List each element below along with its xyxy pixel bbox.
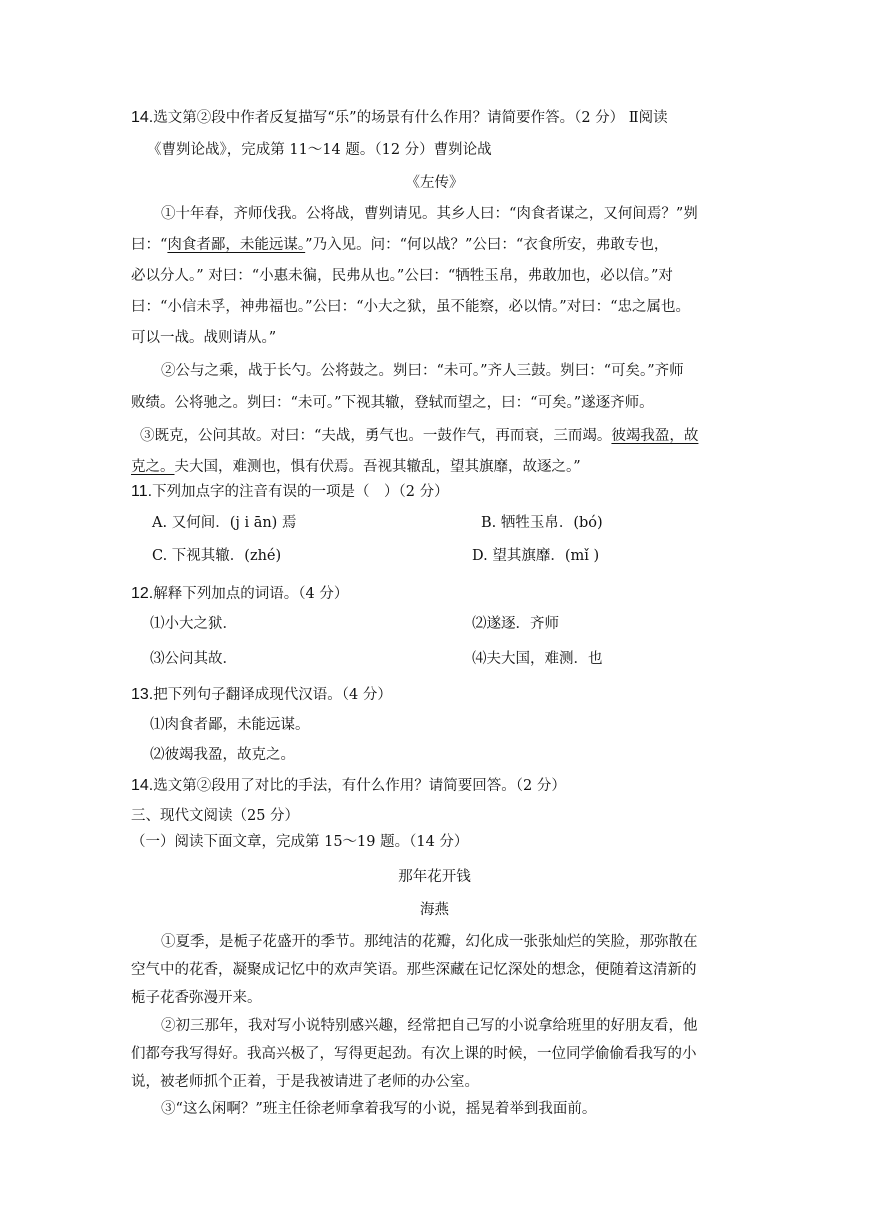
- item-1: ⑴小大之狱．: [150, 616, 237, 632]
- passage-line: [131, 235, 668, 255]
- text-span: 夫大国，难测也，惧有伏焉。吾视其辙乱，望其旗靡，故逐之。”: [174, 459, 581, 475]
- question-text: 解释下列加点的词语。（4 分）: [153, 586, 349, 602]
- passage-line: ①十年春，齐师伐我。公将战，曹刿请见。其乡人曰：“肉食者谋之，又何间焉？”刿: [161, 206, 698, 222]
- question-number: 11.: [131, 483, 153, 500]
- question-number: 12.: [131, 585, 154, 602]
- underlined-sentence: 肉食者鄙，未能远谋。: [167, 237, 306, 253]
- source-line: 《左传》: [405, 175, 464, 191]
- article-line: 空气中的花香，凝聚成记忆中的欢声笑语。那些深藏在记忆深处的想念，便随着这清新的: [131, 962, 697, 978]
- question-text: 选文第②段中作者反复描写“乐”的场景有什么作用？请简要作答。（2 分） Ⅱ阅读: [153, 110, 668, 126]
- question-12: [131, 584, 348, 604]
- question-13: [131, 685, 392, 705]
- section-heading: 三、现代文阅读（25 分）: [131, 808, 300, 824]
- article-line: ②初三那年，我对写小说特别感兴趣，经常把自己写的小说拿给班里的好朋友看，他: [161, 1018, 698, 1034]
- text-span: ”乃入见。问：“何以战？”公曰：“衣食所安，弗敢专也，: [305, 237, 669, 253]
- passage-line: 可以一战。战则请从。”: [131, 330, 277, 346]
- option-c: C. 下视其辙．(zhé): [152, 548, 282, 564]
- passage-line: 败绩。公将驰之。刿曰：“未可。”下视其辙，登轼而望之，曰：“可矣。”遂逐齐师。: [131, 395, 654, 411]
- option-b: B. 牺牲玉帛．(bó): [481, 515, 603, 531]
- question-number: 14.: [131, 777, 154, 794]
- underlined-sentence: 克之。: [131, 459, 175, 475]
- article-line: ①夏季，是栀子花盛开的季节。那纯洁的花瓣，幻化成一张张灿烂的笑脸，那弥散在: [161, 934, 698, 950]
- text-span: ③既克，公问其故。对曰：“夫战，勇气也。一鼓作气，再而衰，三而竭。: [140, 428, 612, 444]
- question-number: 13.: [131, 686, 154, 703]
- prev-question-14: [131, 108, 668, 128]
- article-line: ③“这么闲啊？”班主任徐老师拿着我写的小说，摇晃着举到我面前。: [161, 1101, 597, 1117]
- article-line: 栀子花香弥漫开来。: [131, 990, 262, 1006]
- question-text: 把下列句子翻译成现代汉语。（4 分）: [153, 687, 392, 703]
- item-2: ⑵遂逐．齐师: [472, 616, 559, 632]
- question-number: 14.: [131, 109, 154, 126]
- item-4: ⑷夫大国，难测．也: [472, 651, 603, 667]
- article-line: 说，被老师抓个正着，于是我被请进了老师的办公室。: [131, 1074, 479, 1090]
- article-author: 海燕: [420, 902, 449, 918]
- section-subheading: （一）阅读下面文章，完成第 15～19 题。（14 分）: [131, 834, 469, 850]
- option-a: A. 又何间．(j i ān) 焉: [152, 515, 297, 531]
- item-3: ⑶公问其故．: [150, 651, 237, 667]
- question-text: 选文第②段用了对比的手法，有什么作用？请简要回答。（2 分）: [153, 778, 566, 794]
- underlined-sentence: 彼竭我盈，故: [611, 428, 699, 444]
- passage-line: [140, 426, 698, 446]
- sentence-1: ⑴肉食者鄙，未能远谋。: [150, 717, 310, 733]
- question-14: [131, 776, 566, 796]
- question-11: [131, 482, 449, 502]
- passage-line: [131, 457, 581, 477]
- article-line: 们都夸我写得好。我高兴极了，写得更起劲。有次上课的时候，一位同学偷偷看我写的小: [131, 1046, 697, 1062]
- sentence-2: ⑵彼竭我盈，故克之。: [150, 747, 295, 763]
- passage-line: 必以分人。” 对曰：“小惠未徧，民弗从也。”公曰：“牺牲玉帛，弗敢加也，必以信。”对: [131, 268, 673, 284]
- question-text: 下列加点字的注音有误的一项是（ ）（2 分）: [152, 484, 449, 500]
- article-title: 那年花开钱: [398, 869, 471, 885]
- text-span: 曰：“: [131, 237, 168, 253]
- passage-line: ②公与之乘，战于长勺。公将鼓之。刿曰：“未可。”齐人三鼓。刿曰：“可矣。”齐师: [161, 363, 684, 379]
- passage-line: 曰：“小信未孚，神弗福也。”公曰：“小大之狱，虽不能察，必以情。”对曰：“忠之属也。: [131, 299, 691, 315]
- reading-intro: 《曹刿论战》，完成第 11～14 题。（12 分）曹刿论战: [147, 142, 492, 158]
- option-d: D. 望其旗靡．(mǐ ): [472, 548, 600, 564]
